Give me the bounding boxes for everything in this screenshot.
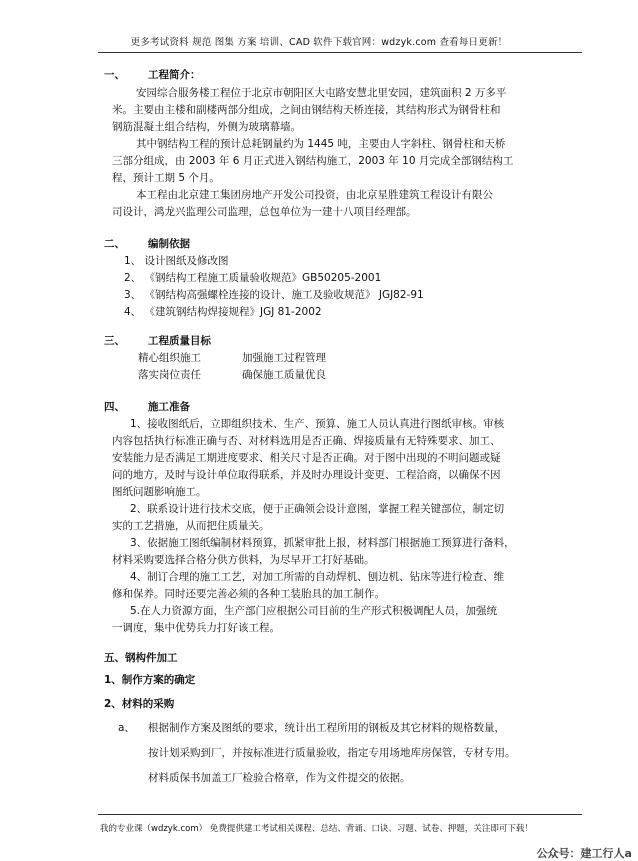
footer-rule <box>98 814 582 815</box>
s2-item-4: 4、 《建筑钢结构焊接规程》JGJ 81-2002 <box>124 306 322 318</box>
s4-line-5: 图纸问题影响施工。 <box>112 486 207 498</box>
s2-item-2: 2、 《钢结构工程施工质量验收规范》GB50205-2001 <box>124 272 382 284</box>
s4-line-4: 问的地方，及时与设计单位取得联系，并及时办理设计变更、工程洽商，以确保不因 <box>112 469 501 481</box>
header-rule <box>98 52 582 53</box>
s4-line-10: 4、制订合理的施工工艺，对加工所需的自动焊机、刨边机、钻床等进行检查、维 <box>130 571 505 583</box>
s2-item-3: 3、 《钢结构高强螺栓连接的设计、施工及验收规范》 JGJ82-91 <box>124 289 424 301</box>
s4-line-11: 修和保养。同时还要完善必须的各种工装胎具的加工制作。 <box>112 588 385 600</box>
section-2-number: 二、 <box>104 238 125 250</box>
page-header: 更多考试资料 规范 图集 方案 培训、CAD 软件下载官网：wdzyk.com 查看每日更新！ <box>130 37 508 48</box>
s5-a-line-3: 材料质保书加盖工厂检验合格章，作为文件提交的依据。 <box>148 772 411 784</box>
s5-a-line-2: 按计划采购到厂，并按标准进行质量验收，指定专用场地库房保管，专材专用。 <box>148 747 516 759</box>
page-footer: 我的专业课（wdzyk.com） 免费提供建工考试相关课程、总结、背诵、口诀、习题、试卷、押题，关注即可下载！ <box>100 824 533 834</box>
s4-line-7: 实的工艺措施，从而把住质量关。 <box>112 520 270 532</box>
s4-line-8: 3、依据施工图纸编制材料预算，抓紧审批上报，材料部门根据施工预算进行备料， <box>130 537 515 549</box>
s4-line-12: 5.在人力资源方面，生产部门应根据公司目前的生产形式积极调配人员，加强统 <box>130 605 498 617</box>
s1-p3-line1: 本工程由北京建工集团房地产开发公司投资，由北京星胜建筑工程设计有限公 <box>136 189 493 201</box>
s1-p1-line3: 钢筋混凝土组合结构，外侧为玻璃幕墙。 <box>112 121 301 133</box>
s3-goal-2b: 确保施工质量优良 <box>242 369 326 381</box>
section-1-number: 一、 <box>104 69 125 81</box>
section-4-heading <box>104 399 190 416</box>
section-5-heading: 五、钢构件加工 <box>104 652 178 664</box>
section-4-title: 施工准备 <box>148 401 190 413</box>
s1-p2-line3: 程，预计工期 5 个月。 <box>112 172 220 184</box>
s1-p2-line2: 三部分组成，由 2003 年 6 月正式进入钢结构施工，2003 年 10 月完成全部钢结构工 <box>112 155 514 167</box>
s5-a-line-1: 根据制作方案及图纸的要求，统计出工程所用的钢板及其它材料的规格数量， <box>148 722 505 734</box>
s4-line-13: 一调度，集中优势兵力打好该工程。 <box>112 622 280 634</box>
s1-p1-line2: 米。主要由主楼和副楼两部分组成，之间由钢结构天桥连接，其结构形式为钢骨柱和 <box>112 104 501 116</box>
section-3-number: 三、 <box>104 335 125 347</box>
section-3-title: 工程质量目标 <box>148 335 211 347</box>
s5-subheading-2: 2、材料的采购 <box>104 698 175 710</box>
section-4-number: 四、 <box>104 401 125 413</box>
s1-p3-line2: 司设计，鸿龙兴监理公司监理，总包单位为一建十八项目经理部。 <box>112 206 417 218</box>
section-1-title: 工程简介： <box>148 69 201 81</box>
s4-line-6: 2、联系设计进行技术交底，便于正确领会设计意图，掌握工程关键部位，制定切 <box>130 503 505 515</box>
s2-item-1: 1、 设计图纸及修改图 <box>124 255 229 267</box>
s4-line-9: 材料采购要选择合格分供方供料，为尽早开工打好基础。 <box>112 554 375 566</box>
s4-line-3: 安装能力是否满足工期进度要求、相关尺寸是否正确。对于图中出现的不明问题或疑 <box>112 452 501 464</box>
s3-goal-1a: 精心组织施工 <box>138 352 201 364</box>
section-2-heading <box>104 236 190 253</box>
s1-p1-line1: 安园综合服务楼工程位于北京市朝阳区大屯路安慧北里安园，建筑面积 2 万多平 <box>136 87 507 99</box>
s4-line-1: 1、接收图纸后，立即组织技术、生产、预算、施工人员认真进行图纸审核。审核 <box>130 418 505 430</box>
s4-line-2: 内容包括执行标准正确与否、对材料选用是否正确、焊接质量有无特殊要求、加工、 <box>112 435 501 447</box>
s1-p2-line1: 其中钢结构工程的预计总耗钢量约为 1445 吨，主要由人字斜柱、钢骨柱和天桥 <box>136 138 506 150</box>
s3-goal-1b: 加强施工过程管理 <box>242 352 326 364</box>
s5-item-a-label: a、 <box>118 722 135 734</box>
s3-goal-2a: 落实岗位责任 <box>138 369 201 381</box>
section-1-heading <box>104 67 201 84</box>
watermark: 公众号：建工行人a <box>536 847 632 860</box>
s5-subheading-1: 1、制作方案的确定 <box>104 674 196 686</box>
section-3-heading <box>104 333 211 350</box>
section-2-title: 编制依据 <box>148 238 190 250</box>
